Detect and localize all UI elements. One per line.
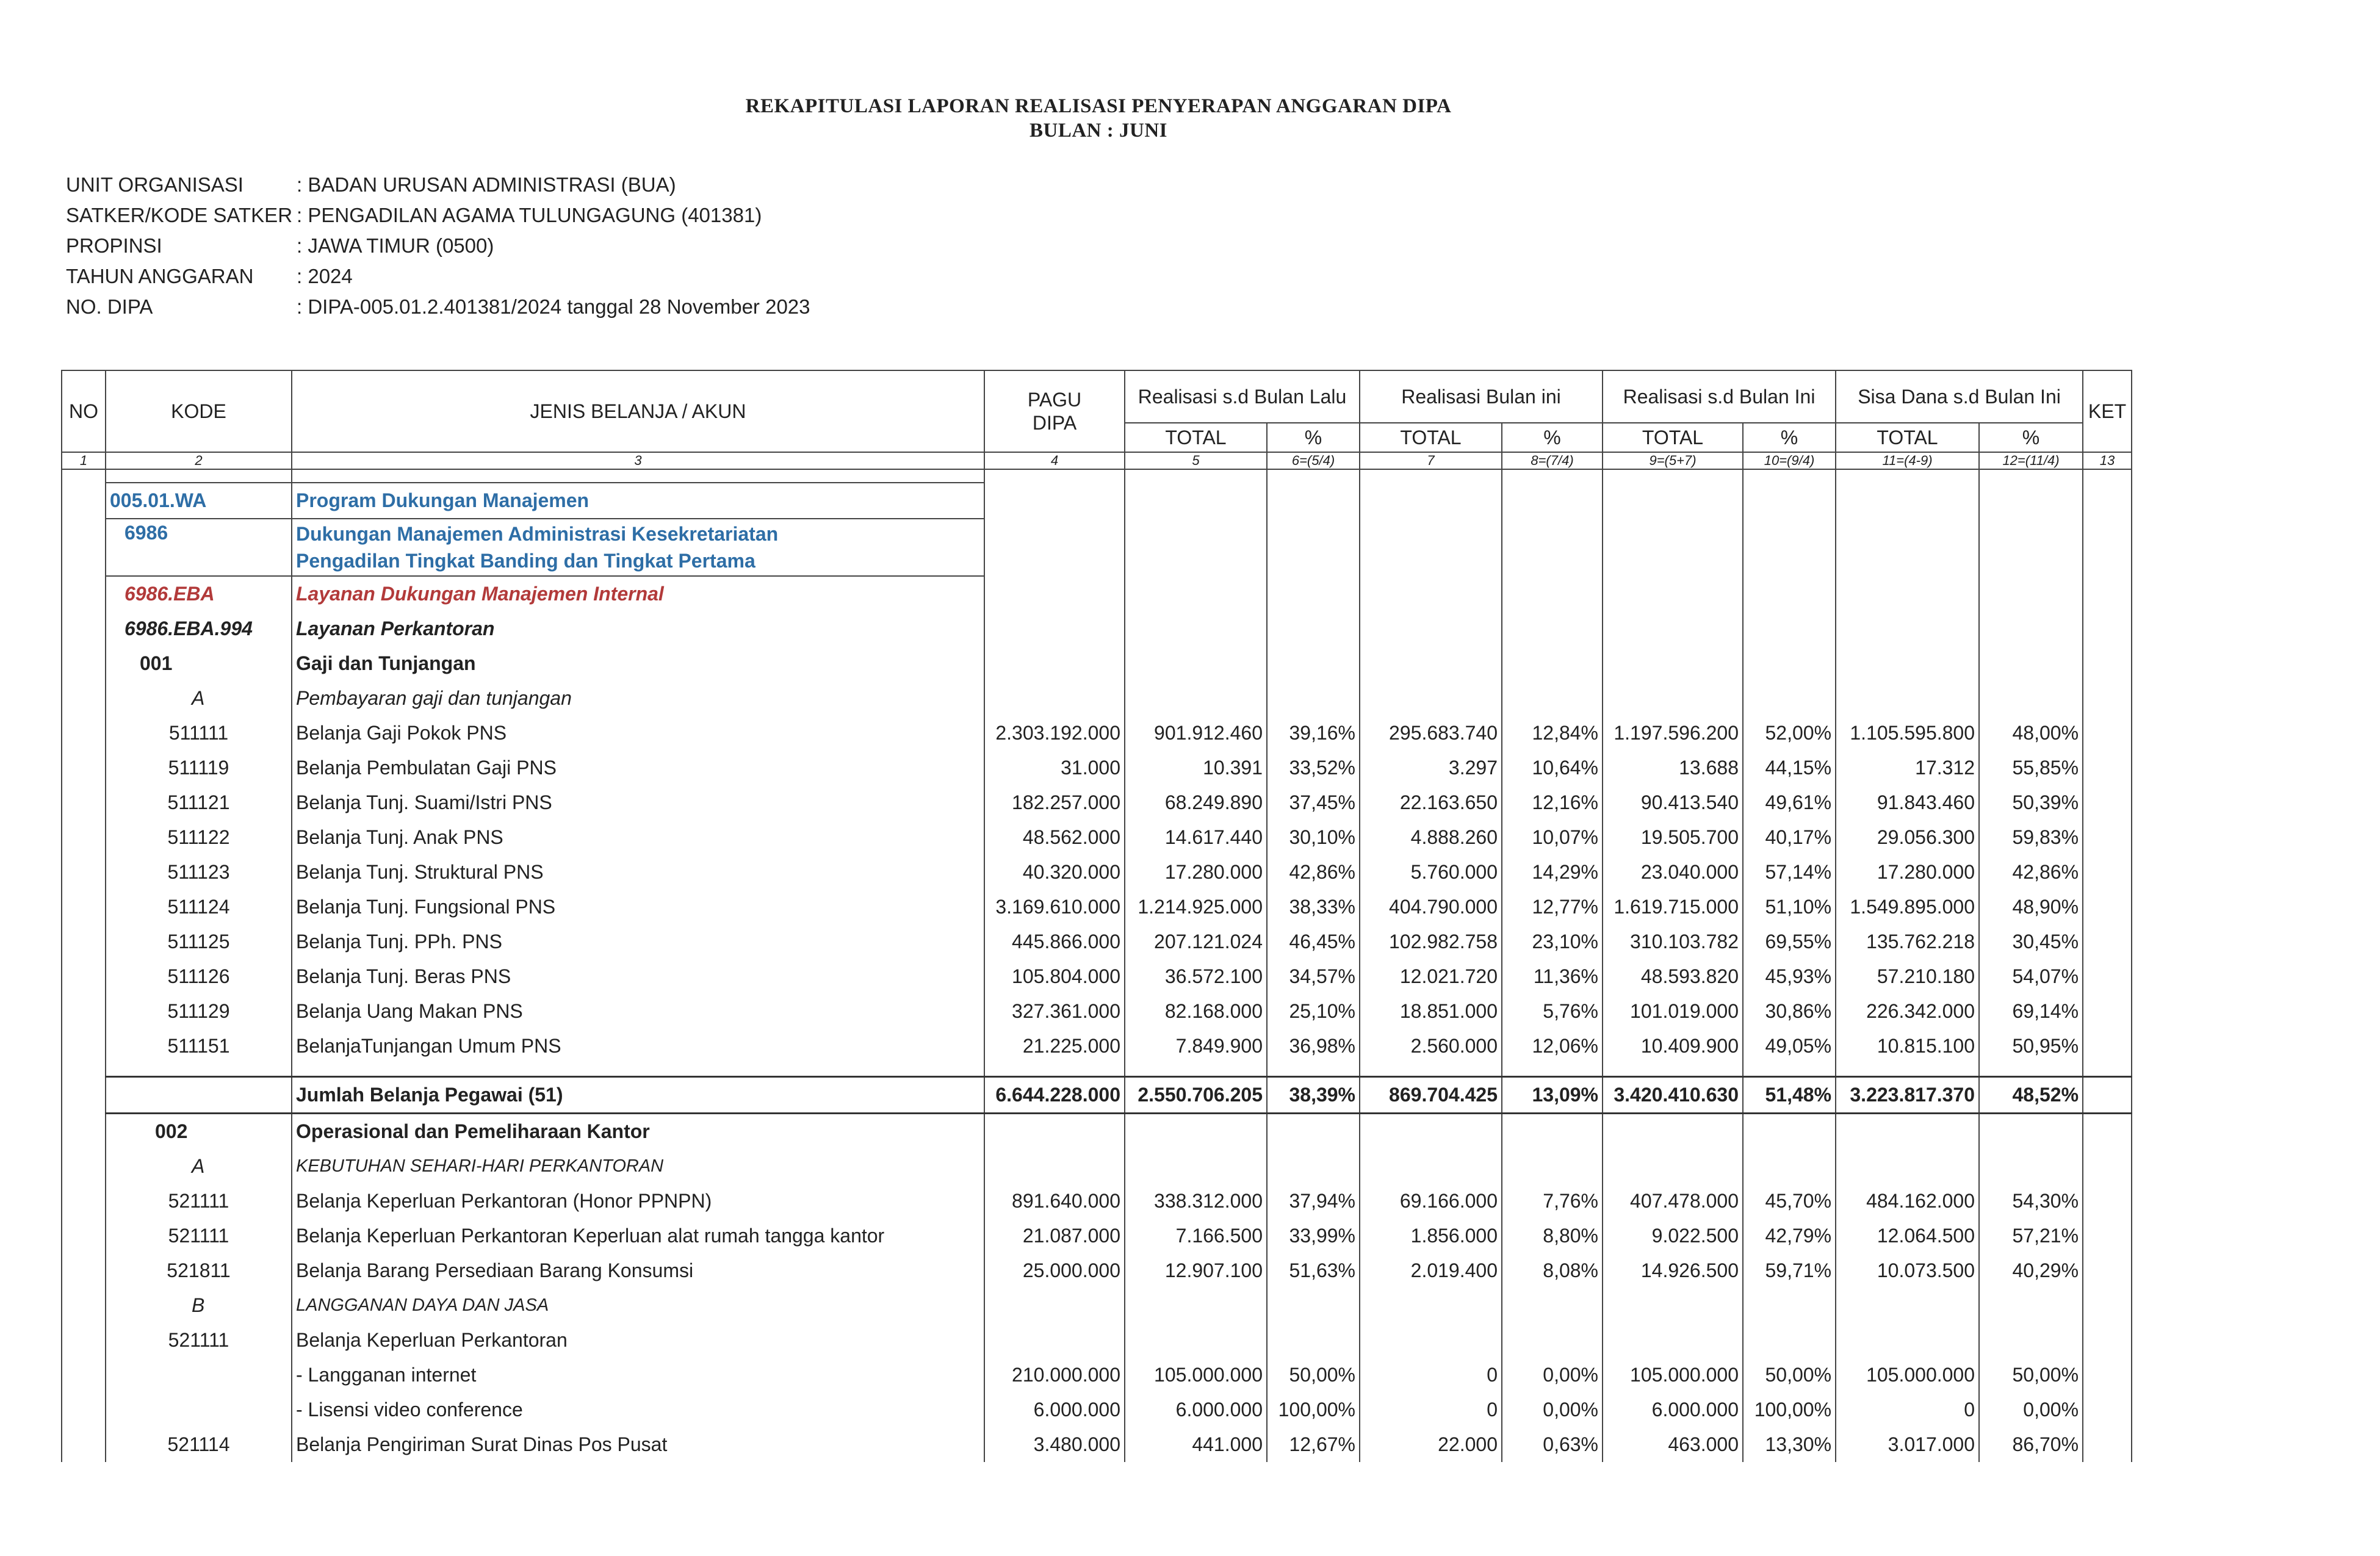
account-code: 511124 [106,890,292,924]
activity-name [292,519,984,576]
table-row [62,924,2132,959]
budget-table [61,370,2132,1462]
pagu-value: 3.169.610.000 [984,890,1125,924]
meta-label: SATKER/KODE SATKER [66,204,293,226]
sisa-dana-total: 91.843.460 [1836,785,1979,820]
realisasi-lalu-total: 36.572.100 [1125,959,1267,994]
sisa-dana-pct: 86,70% [1979,1427,2083,1462]
column-numbers-row [62,452,2132,469]
pagu-line2: DIPA [1032,412,1077,434]
meta-value: : PENGADILAN AGAMA TULUNGAGUNG (401381) [297,204,762,226]
realisasi-ini-total: 69.166.000 [1360,1184,1502,1219]
meta-label: NO. DIPA [66,295,153,318]
realisasi-ini-pct: 0,00% [1502,1392,1603,1427]
column-number: 10=(9/4) [1743,452,1836,469]
realisasi-lalu-pct: 37,94% [1267,1184,1360,1219]
realisasi-lalu-total: 68.249.890 [1125,785,1267,820]
pagu-value: 2.303.192.000 [984,716,1125,751]
table-row [62,1029,2132,1064]
pagu-value: 3.480.000 [984,1427,1125,1462]
meta-label: PROPINSI [66,234,162,257]
sisa-dana-total: 484.162.000 [1836,1184,1979,1219]
sisa-dana-pct: 48,90% [1979,890,2083,924]
sisa-dana-pct: 48,00% [1979,716,2083,751]
account-code: 521114 [106,1427,292,1462]
activity-code: 6986 [106,519,292,576]
realisasi-ini-pct: 5,76% [1502,994,1603,1029]
realisasi-lalu-pct: 42,86% [1267,855,1360,890]
meta-row [66,292,810,322]
output-code: 6986.EBA [106,576,292,611]
sisa-dana-total: 1.105.595.800 [1836,716,1979,751]
realisasi-lalu-total: 6.000.000 [1125,1392,1267,1427]
realisasi-sd-ini-pct: 69,55% [1743,924,1836,959]
sisa-dana-total: 12.064.500 [1836,1219,1979,1253]
meta-row [66,200,810,231]
total-p6: 38,39% [1267,1077,1360,1114]
realisasi-ini-total: 2.560.000 [1360,1029,1502,1064]
realisasi-sd-ini-total: 6.000.000 [1603,1392,1743,1427]
col-header-real-sd-ini: Realisasi s.d Bulan Ini [1603,370,1836,423]
table-row [62,820,2132,855]
activity-name-line2: Pengadilan Tingkat Banding dan Tingkat Pertama [296,550,755,572]
sisa-dana-total: 1.549.895.000 [1836,890,1979,924]
subheader-pct: % [1743,423,1836,452]
total-p12: 48,52% [1979,1077,2083,1114]
realisasi-ini-pct: 12,77% [1502,890,1603,924]
component-name: Operasional dan Pemeliharaan Kantor [292,1114,984,1150]
account-name: - Lisensi video conference [292,1392,984,1427]
pagu-value: 891.640.000 [984,1184,1125,1219]
col-header-no: NO [62,370,106,452]
account-code: 511125 [106,924,292,959]
column-number: 8=(7/4) [1502,452,1603,469]
realisasi-lalu-total: 14.617.440 [1125,820,1267,855]
realisasi-ini-total: 102.982.758 [1360,924,1502,959]
output-name: Layanan Dukungan Manajemen Internal [292,576,984,611]
realisasi-lalu-pct: 25,10% [1267,994,1360,1029]
sisa-dana-pct: 54,30% [1979,1184,2083,1219]
realisasi-lalu-total: 82.168.000 [1125,994,1267,1029]
pagu-value: 327.361.000 [984,994,1125,1029]
realisasi-sd-ini-total: 90.413.540 [1603,785,1743,820]
realisasi-sd-ini-total: 13.688 [1603,751,1743,785]
realisasi-lalu-pct: 39,16% [1267,716,1360,751]
sisa-dana-pct: 50,95% [1979,1029,2083,1064]
total-label: Jumlah Belanja Pegawai (51) [292,1077,984,1114]
component-name: Gaji dan Tunjangan [292,646,984,681]
account-code: 511151 [106,1029,292,1064]
account-code: 511123 [106,855,292,890]
realisasi-lalu-total: 901.912.460 [1125,716,1267,751]
sisa-dana-pct: 55,85% [1979,751,2083,785]
realisasi-lalu-total: 7.849.900 [1125,1029,1267,1064]
realisasi-lalu-pct: 12,67% [1267,1427,1360,1462]
program-code: 005.01.WA [106,483,292,519]
realisasi-sd-ini-pct: 13,30% [1743,1427,1836,1462]
realisasi-ini-total: 0 [1360,1358,1502,1392]
pagu-value: 21.225.000 [984,1029,1125,1064]
realisasi-sd-ini-total: 463.000 [1603,1427,1743,1462]
account-code: 521811 [106,1253,292,1288]
sisa-dana-pct: 50,00% [1979,1358,2083,1392]
account-name: Belanja Pengiriman Surat Dinas Pos Pusat [292,1427,984,1462]
table-row [62,1392,2132,1427]
suboutput-code: 6986.EBA.994 [106,611,292,646]
account-name: Belanja Tunj. Struktural PNS [292,855,984,890]
account-code: 511121 [106,785,292,820]
table-row [62,994,2132,1029]
total-t5: 2.550.706.205 [1125,1077,1267,1114]
realisasi-sd-ini-total: 19.505.700 [1603,820,1743,855]
table-row [62,1253,2132,1288]
realisasi-ini-total: 3.297 [1360,751,1502,785]
column-number: 4 [984,452,1125,469]
subheader-pct: % [1267,423,1360,452]
account-name: Belanja Gaji Pokok PNS [292,716,984,751]
account-code [106,1392,292,1427]
realisasi-lalu-total: 441.000 [1125,1427,1267,1462]
table-row [62,1427,2132,1462]
realisasi-sd-ini-pct: 100,00% [1743,1392,1836,1427]
realisasi-lalu-total: 207.121.024 [1125,924,1267,959]
total-t7: 869.704.425 [1360,1077,1502,1114]
realisasi-ini-total: 0 [1360,1392,1502,1427]
pagu-value: 6.000.000 [984,1392,1125,1427]
sisa-dana-total: 10.815.100 [1836,1029,1979,1064]
realisasi-ini-total: 2.019.400 [1360,1253,1502,1288]
account-name: Belanja Barang Persediaan Barang Konsumsi [292,1253,984,1288]
account-code: 521111 [106,1219,292,1253]
total-p10: 51,48% [1743,1077,1836,1114]
realisasi-ini-pct: 10,07% [1502,820,1603,855]
pagu-line1: PAGU [1027,389,1082,411]
table-row [62,751,2132,785]
program-name: Program Dukungan Manajemen [292,483,984,519]
meta-value: : BADAN URUSAN ADMINISTRASI (BUA) [297,173,676,196]
realisasi-ini-pct: 11,36% [1502,959,1603,994]
subheader-total: TOTAL [1125,423,1267,452]
account-code: 511122 [106,820,292,855]
table-row [62,785,2132,820]
subheader-total: TOTAL [1360,423,1502,452]
column-number: 5 [1125,452,1267,469]
sisa-dana-total: 135.762.218 [1836,924,1979,959]
realisasi-ini-pct: 14,29% [1502,855,1603,890]
table-row [62,716,2132,751]
component-code: 002 [106,1114,292,1150]
realisasi-ini-pct: 12,16% [1502,785,1603,820]
realisasi-lalu-pct: 38,33% [1267,890,1360,924]
account-name: Belanja Tunj. PPh. PNS [292,924,984,959]
total-t9: 3.420.410.630 [1603,1077,1743,1114]
report-subtitle: BULAN : JUNI [1029,120,1167,142]
account-code: 521111 [106,1184,292,1219]
realisasi-lalu-total: 12.907.100 [1125,1253,1267,1288]
realisasi-ini-total: 22.163.650 [1360,785,1502,820]
suboutput-name: Layanan Perkantoran [292,611,984,646]
column-number: 12=(11/4) [1979,452,2083,469]
realisasi-ini-total: 1.856.000 [1360,1219,1502,1253]
account-name: Belanja Pembulatan Gaji PNS [292,751,984,785]
sisa-dana-total: 226.342.000 [1836,994,1979,1029]
column-number: 13 [2083,452,2132,469]
col-header-ket: KET [2083,370,2132,452]
table-row [62,1219,2132,1253]
realisasi-sd-ini-total: 1.619.715.000 [1603,890,1743,924]
realisasi-sd-ini-total: 1.197.596.200 [1603,716,1743,751]
account-name: Belanja Keperluan Perkantoran [292,1323,984,1358]
sisa-dana-total: 3.017.000 [1836,1427,1979,1462]
account-code: 511119 [106,751,292,785]
realisasi-sd-ini-pct: 49,61% [1743,785,1836,820]
realisasi-ini-pct: 8,80% [1502,1219,1603,1253]
pagu-value: 31.000 [984,751,1125,785]
table-row [62,890,2132,924]
total-p8: 13,09% [1502,1077,1603,1114]
realisasi-ini-total: 295.683.740 [1360,716,1502,751]
component-code: 001 [106,646,292,681]
table-row [62,1184,2132,1219]
sisa-dana-pct: 40,29% [1979,1253,2083,1288]
realisasi-lalu-total: 105.000.000 [1125,1358,1267,1392]
table-row [62,855,2132,890]
meta-value: : DIPA-005.01.2.401381/2024 tanggal 28 November 2023 [297,295,810,318]
column-number: 2 [106,452,292,469]
realisasi-sd-ini-total: 23.040.000 [1603,855,1743,890]
subheader-pct: % [1979,423,2083,452]
subheader-total: TOTAL [1603,423,1743,452]
realisasi-sd-ini-pct: 57,14% [1743,855,1836,890]
col-header-kode: KODE [106,370,292,452]
column-number: 6=(5/4) [1267,452,1360,469]
sisa-dana-total: 29.056.300 [1836,820,1979,855]
realisasi-sd-ini-pct: 40,17% [1743,820,1836,855]
account-code: 511126 [106,959,292,994]
realisasi-lalu-pct: 30,10% [1267,820,1360,855]
realisasi-ini-total: 18.851.000 [1360,994,1502,1029]
realisasi-sd-ini-pct: 51,10% [1743,890,1836,924]
realisasi-sd-ini-total: 9.022.500 [1603,1219,1743,1253]
sisa-dana-total: 57.210.180 [1836,959,1979,994]
realisasi-lalu-pct: 33,99% [1267,1219,1360,1253]
subcomponent-code: A [106,1149,292,1184]
realisasi-sd-ini-pct: 44,15% [1743,751,1836,785]
sisa-dana-pct: 42,86% [1979,855,2083,890]
realisasi-ini-total: 5.760.000 [1360,855,1502,890]
column-number: 7 [1360,452,1502,469]
realisasi-lalu-pct: 51,63% [1267,1253,1360,1288]
sisa-dana-total: 0 [1836,1392,1979,1427]
realisasi-ini-pct: 0,00% [1502,1358,1603,1392]
column-number: 9=(5+7) [1603,452,1743,469]
meta-row [66,261,810,292]
sisa-dana-pct: 57,21% [1979,1219,2083,1253]
realisasi-lalu-pct: 36,98% [1267,1029,1360,1064]
realisasi-sd-ini-pct: 30,86% [1743,994,1836,1029]
account-code [106,1358,292,1392]
pagu-value: 25.000.000 [984,1253,1125,1288]
account-name: Belanja Tunj. Anak PNS [292,820,984,855]
subcomponent-name: Pembayaran gaji dan tunjangan [292,681,984,716]
realisasi-lalu-total: 1.214.925.000 [1125,890,1267,924]
account-name: Belanja Keperluan Perkantoran Keperluan alat rumah tangga kantor [292,1219,984,1253]
realisasi-sd-ini-total: 48.593.820 [1603,959,1743,994]
account-name: Belanja Tunj. Beras PNS [292,959,984,994]
meta-label: TAHUN ANGGARAN [66,265,254,287]
realisasi-ini-total: 22.000 [1360,1427,1502,1462]
total-row [62,1077,2132,1114]
report-title: REKAPITULASI LAPORAN REALISASI PENYERAPAN ANGGARAN DIPA [745,95,1452,117]
realisasi-sd-ini-pct: 45,70% [1743,1184,1836,1219]
realisasi-ini-pct: 23,10% [1502,924,1603,959]
realisasi-lalu-total: 7.166.500 [1125,1219,1267,1253]
pagu-value: 445.866.000 [984,924,1125,959]
column-number: 11=(4-9) [1836,452,1979,469]
realisasi-ini-pct: 12,06% [1502,1029,1603,1064]
realisasi-sd-ini-total: 101.019.000 [1603,994,1743,1029]
pagu-value: 105.804.000 [984,959,1125,994]
realisasi-sd-ini-pct: 52,00% [1743,716,1836,751]
col-header-jenis: JENIS BELANJA / AKUN [292,370,984,452]
account-code: 521111 [106,1323,292,1358]
column-number: 1 [62,452,106,469]
total-t11: 3.223.817.370 [1836,1077,1979,1114]
realisasi-lalu-pct: 100,00% [1267,1392,1360,1427]
meta-row [66,231,810,261]
pagu-value: 210.000.000 [984,1358,1125,1392]
realisasi-lalu-pct: 34,57% [1267,959,1360,994]
sisa-dana-pct: 30,45% [1979,924,2083,959]
realisasi-ini-pct: 8,08% [1502,1253,1603,1288]
subcomponent-code: B [106,1288,292,1323]
realisasi-ini-pct: 12,84% [1502,716,1603,751]
realisasi-sd-ini-total: 10.409.900 [1603,1029,1743,1064]
sisa-dana-pct: 50,39% [1979,785,2083,820]
realisasi-ini-total: 404.790.000 [1360,890,1502,924]
activity-name-line1: Dukungan Manajemen Administrasi Kesekretariatan [296,523,779,545]
realisasi-sd-ini-total: 310.103.782 [1603,924,1743,959]
realisasi-lalu-pct: 37,45% [1267,785,1360,820]
subcomponent-name: KEBUTUHAN SEHARI-HARI PERKANTORAN [292,1149,984,1184]
account-name: - Langganan internet [292,1358,984,1392]
table-row [62,959,2132,994]
account-name: Belanja Uang Makan PNS [292,994,984,1029]
account-name: BelanjaTunjangan Umum PNS [292,1029,984,1064]
realisasi-sd-ini-pct: 42,79% [1743,1219,1836,1253]
report-meta [66,170,810,322]
sisa-dana-pct: 0,00% [1979,1392,2083,1427]
pagu-value: 21.087.000 [984,1219,1125,1253]
col-header-real-lalu: Realisasi s.d Bulan Lalu [1125,370,1360,423]
sisa-dana-total: 17.280.000 [1836,855,1979,890]
sisa-dana-total: 105.000.000 [1836,1358,1979,1392]
realisasi-ini-total: 12.021.720 [1360,959,1502,994]
realisasi-sd-ini-pct: 49,05% [1743,1029,1836,1064]
table-row [62,1358,2132,1392]
realisasi-lalu-total: 10.391 [1125,751,1267,785]
sisa-dana-pct: 69,14% [1979,994,2083,1029]
meta-value: : JAWA TIMUR (0500) [297,234,494,257]
pagu-value: 48.562.000 [984,820,1125,855]
realisasi-lalu-pct: 46,45% [1267,924,1360,959]
sisa-dana-pct: 54,07% [1979,959,2083,994]
sisa-dana-pct: 59,83% [1979,820,2083,855]
realisasi-ini-pct: 10,64% [1502,751,1603,785]
subheader-pct: % [1502,423,1603,452]
realisasi-sd-ini-total: 407.478.000 [1603,1184,1743,1219]
pagu-value: 40.320.000 [984,855,1125,890]
account-code: 511129 [106,994,292,1029]
realisasi-sd-ini-pct: 59,71% [1743,1253,1836,1288]
account-name: Belanja Keperluan Perkantoran (Honor PPNPN) [292,1184,984,1219]
col-header-pagu [984,370,1125,452]
realisasi-lalu-total: 17.280.000 [1125,855,1267,890]
realisasi-lalu-pct: 33,52% [1267,751,1360,785]
col-header-real-ini: Realisasi Bulan ini [1360,370,1603,423]
subcomponent-name: LANGGANAN DAYA DAN JASA [292,1288,984,1323]
realisasi-sd-ini-pct: 50,00% [1743,1358,1836,1392]
realisasi-ini-total: 4.888.260 [1360,820,1502,855]
realisasi-ini-pct: 0,63% [1502,1427,1603,1462]
meta-value: : 2024 [297,265,353,287]
sisa-dana-total: 17.312 [1836,751,1979,785]
realisasi-sd-ini-total: 14.926.500 [1603,1253,1743,1288]
realisasi-sd-ini-pct: 45,93% [1743,959,1836,994]
sisa-dana-total: 10.073.500 [1836,1253,1979,1288]
account-name: Belanja Tunj. Suami/Istri PNS [292,785,984,820]
realisasi-sd-ini-total: 105.000.000 [1603,1358,1743,1392]
realisasi-ini-pct: 7,76% [1502,1184,1603,1219]
meta-row [66,170,810,200]
realisasi-lalu-total: 338.312.000 [1125,1184,1267,1219]
column-number: 3 [292,452,984,469]
meta-label: UNIT ORGANISASI [66,173,243,196]
realisasi-lalu-pct: 50,00% [1267,1358,1360,1392]
account-code: 511111 [106,716,292,751]
total-pagu: 6.644.228.000 [984,1077,1125,1114]
pagu-value: 182.257.000 [984,785,1125,820]
account-name: Belanja Tunj. Fungsional PNS [292,890,984,924]
subheader-total: TOTAL [1836,423,1979,452]
subcomponent-code: A [106,681,292,716]
col-header-sisa: Sisa Dana s.d Bulan Ini [1836,370,2083,423]
